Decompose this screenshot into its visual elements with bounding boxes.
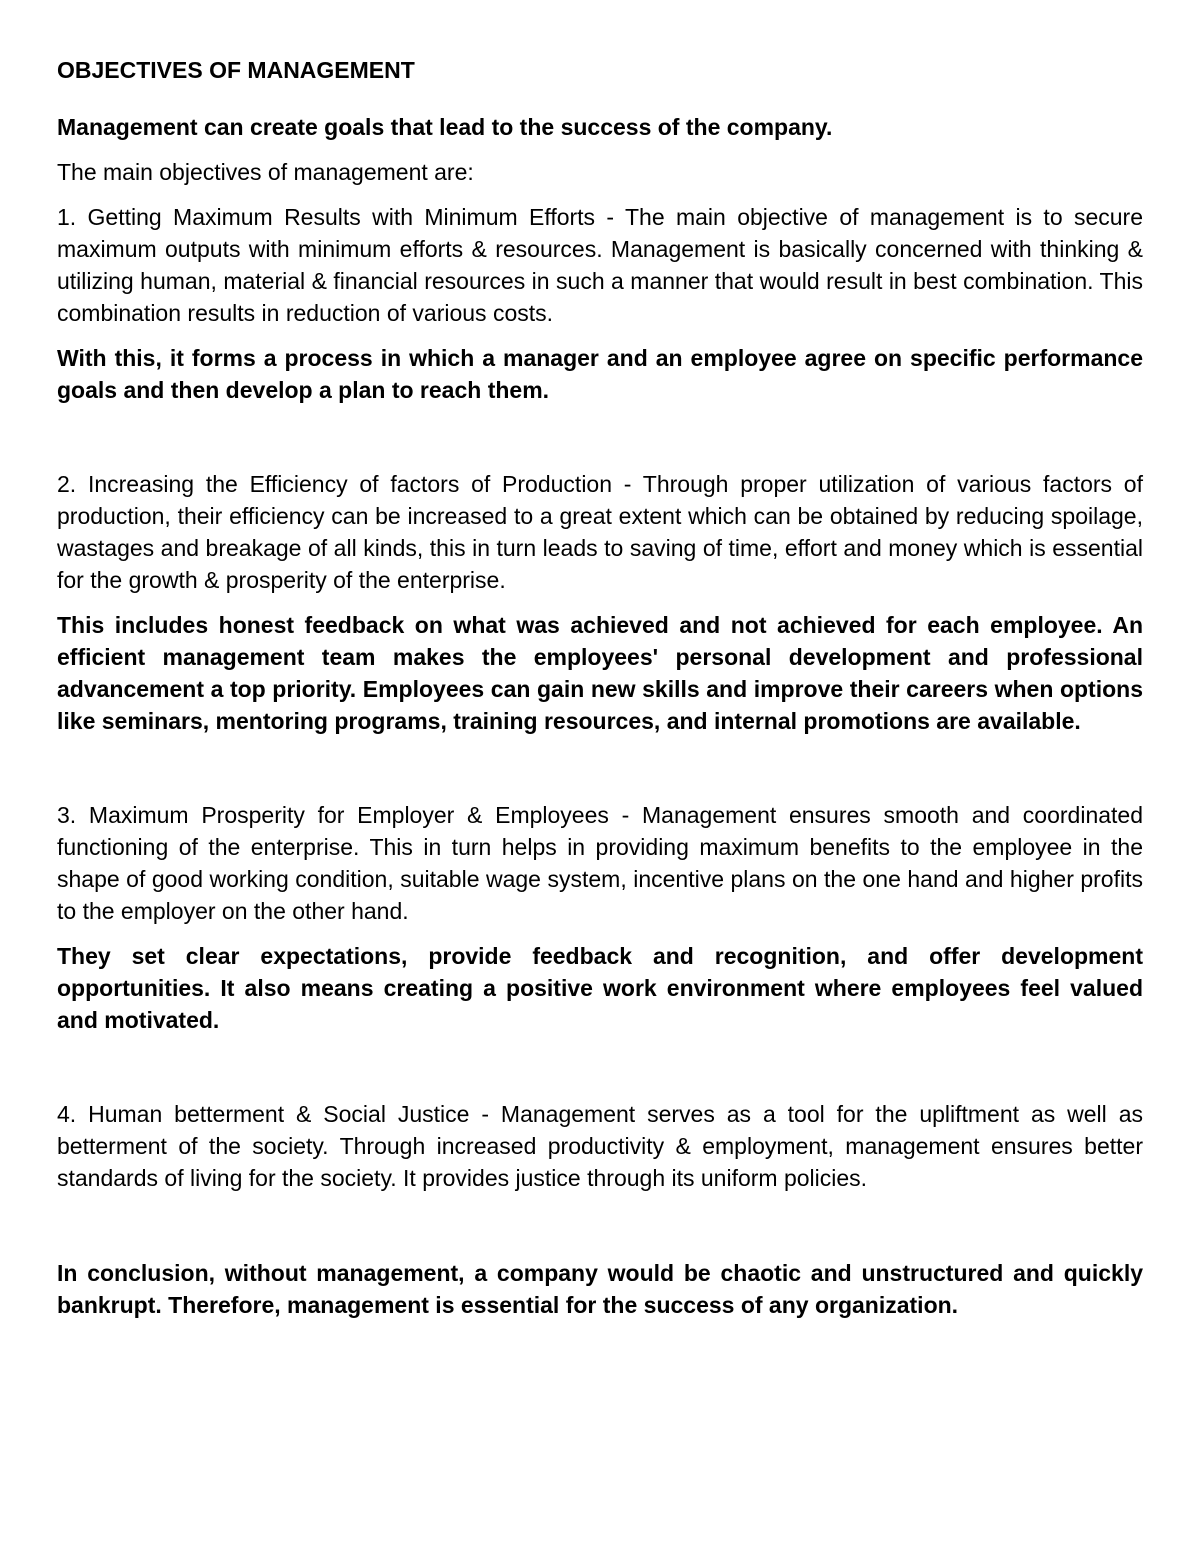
objective-2-text: 2. Increasing the Efficiency of factors of Production - Through proper utilization of various factors of production, their efficiency can be increased to a great extent which can be obtained by reducing spoilage, wastages and breakage of all kinds, this in turn leads to saving of time, effort and money which is essential for the growth & prosperity of the enterprise. — [57, 471, 1143, 593]
objective-4-text: 4. Human betterment & Social Justice - Management serves as a tool for the upliftment as well as betterment of the society. Through increased productivity & employment, management ensures better standards of living for the society. It provides justice through its uniform policies. — [57, 1101, 1143, 1191]
objective-3-text: 3. Maximum Prosperity for Employer & Employees - Management ensures smooth and coordinated functioning of the enterprise. This in turn helps in providing maximum benefits to the employee in the shape of good working condition, suitable wage system, incentive plans on the one hand and higher profits to the employer on the other hand. — [57, 802, 1143, 924]
intro-text: The main objectives of management are: — [57, 159, 474, 185]
objective-3-note: They set clear expectations, provide feedback and recognition, and offer development opportunities. It also means creating a positive work environment where employees feel valued and motivated. — [57, 943, 1143, 1033]
document-page — [57, 54, 1143, 1321]
objective-2-note: This includes honest feedback on what was achieved and not achieved for each employee. An efficient management team makes the employees' personal development and professional advancement a top priority. Employees can gain new skills and improve their careers when options like seminars, mentoring programs, training resources, and internal promotions are available. — [57, 612, 1143, 734]
document-title: OBJECTIVES OF MANAGEMENT — [57, 57, 415, 83]
document-subtitle: Management can create goals that lead to the success of the company. — [57, 114, 833, 140]
objective-1-note: With this, it forms a process in which a manager and an employee agree on specific performance goals and then develop a plan to reach them. — [57, 345, 1143, 403]
objective-1-text: 1. Getting Maximum Results with Minimum Efforts - The main objective of management is to secure maximum outputs with minimum efforts & resources. Management is basically concerned with thinking & utilizing human, material & financial resources in such a manner that would result in best combination. This combination results in reduction of various costs. — [57, 204, 1143, 326]
conclusion-text: In conclusion, without management, a company would be chaotic and unstructured and quickly bankrupt. Therefore, management is essential for the success of any organization. — [57, 1260, 1143, 1318]
